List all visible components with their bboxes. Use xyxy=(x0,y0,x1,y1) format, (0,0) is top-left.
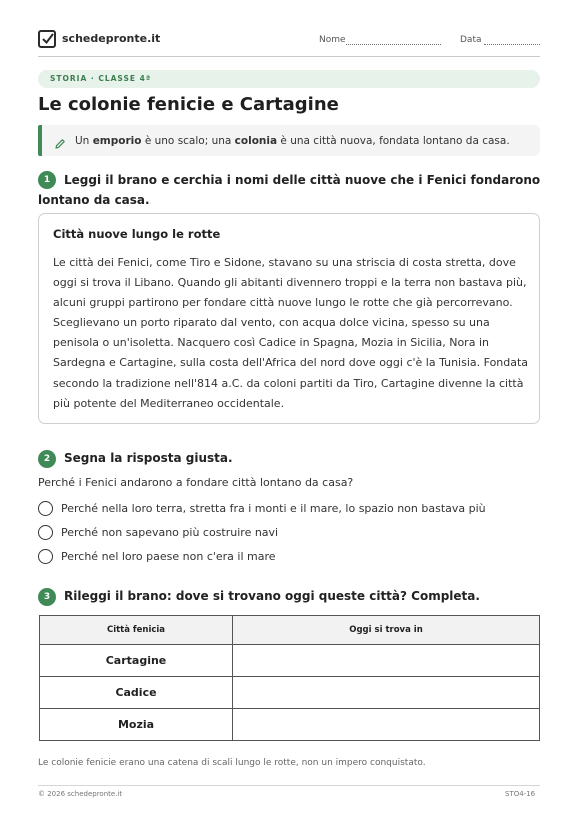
exercise-3-instruction: Rileggi il brano: dove si trovano oggi queste città? Completa. xyxy=(64,589,480,603)
exercise-number-2: 2 xyxy=(38,450,56,468)
answer-cell[interactable] xyxy=(233,709,540,741)
exercise-1-instruction: Leggi il brano e cerchia i nomi delle città nuove che i Fenici fondarono lontano da casa. xyxy=(38,173,541,207)
city-cell: Cadice xyxy=(40,677,233,709)
answer-radio-2[interactable] xyxy=(38,525,53,540)
exercise-2-question: Perché i Fenici andarono a fondare città lontano da casa? xyxy=(38,476,354,489)
answer-radio-1[interactable] xyxy=(38,501,53,516)
page-title: Le colonie fenicie e Cartagine xyxy=(38,94,339,115)
table-row xyxy=(40,677,540,709)
answer-cell[interactable] xyxy=(233,645,540,677)
footer-divider xyxy=(38,785,540,786)
answer-option-2: Perché non sapevano più costruire navi xyxy=(61,526,279,539)
answer-option-3: Perché nel loro paese non c'era il mare xyxy=(61,550,276,563)
date-label: Data xyxy=(460,35,482,45)
answer-cell[interactable] xyxy=(233,677,540,709)
answer-option-1: Perché nella loro terra, stretta fra i monti e il mare, lo spazio non bastava più xyxy=(61,502,486,515)
table-header-row xyxy=(40,616,540,645)
subject-label: STORIA · CLASSE 4ª xyxy=(50,74,152,83)
date-field[interactable] xyxy=(484,44,540,45)
logo-icon xyxy=(38,30,56,48)
reading-title: Città nuove lungo le rotte xyxy=(53,227,221,241)
callout-text: Un emporio è uno scalo; una colonia è una città nuova, fondata lontano da casa. xyxy=(75,135,510,147)
table-row xyxy=(40,709,540,741)
callout-accent-bar xyxy=(38,125,42,156)
footnote: Le colonie fenicie erano una catena di scali lungo le rotte, non un impero conquistato. xyxy=(38,758,426,768)
worksheet-code: STO4-16 xyxy=(505,790,536,798)
column-header-city: Città fenicia xyxy=(40,616,233,645)
column-header-today: Oggi si trova in xyxy=(233,616,540,645)
city-cell: Mozia xyxy=(40,709,233,741)
reading-text: Le città dei Fenici, come Tiro e Sidone, stavano su una striscia di costa stretta, dove oggi si trova il Libano. Quando gli abitanti divennero troppi e la terra non bastava più, alcuni gruppi partirono per fondare città nuove lungo le rotte che già percorrevano. Sceglievano un porto riparato dal vento, con acqua dolce vicina, spesso su una penisola o un'isoletta. Nacquero così Cadice in Spagna, Mozia in Sicilia, Nora in Sardegna e Cartagine, sulla costa dell'Africa del nord dove oggi c'è la Tunisia. Fondata secondo la tradizione nell'814 a.C. da coloni partiti da Tiro, Cartagine divenne la città più potente del Mediterraneo occidentale. xyxy=(53,256,529,410)
pencil-icon xyxy=(54,135,66,154)
exercise-number-3: 3 xyxy=(38,588,56,606)
header-divider xyxy=(38,56,540,57)
table-row xyxy=(40,645,540,677)
answer-radio-3[interactable] xyxy=(38,549,53,564)
name-field[interactable] xyxy=(346,44,441,45)
copyright: © 2026 schedepronte.it xyxy=(38,790,123,798)
name-label: Nome xyxy=(319,35,346,45)
cities-table xyxy=(39,615,540,741)
city-cell: Cartagine xyxy=(40,645,233,677)
exercise-2-instruction: Segna la risposta giusta. xyxy=(64,451,233,465)
exercise-number-1: 1 xyxy=(38,171,56,189)
brand-name: schedepronte.it xyxy=(62,32,161,45)
